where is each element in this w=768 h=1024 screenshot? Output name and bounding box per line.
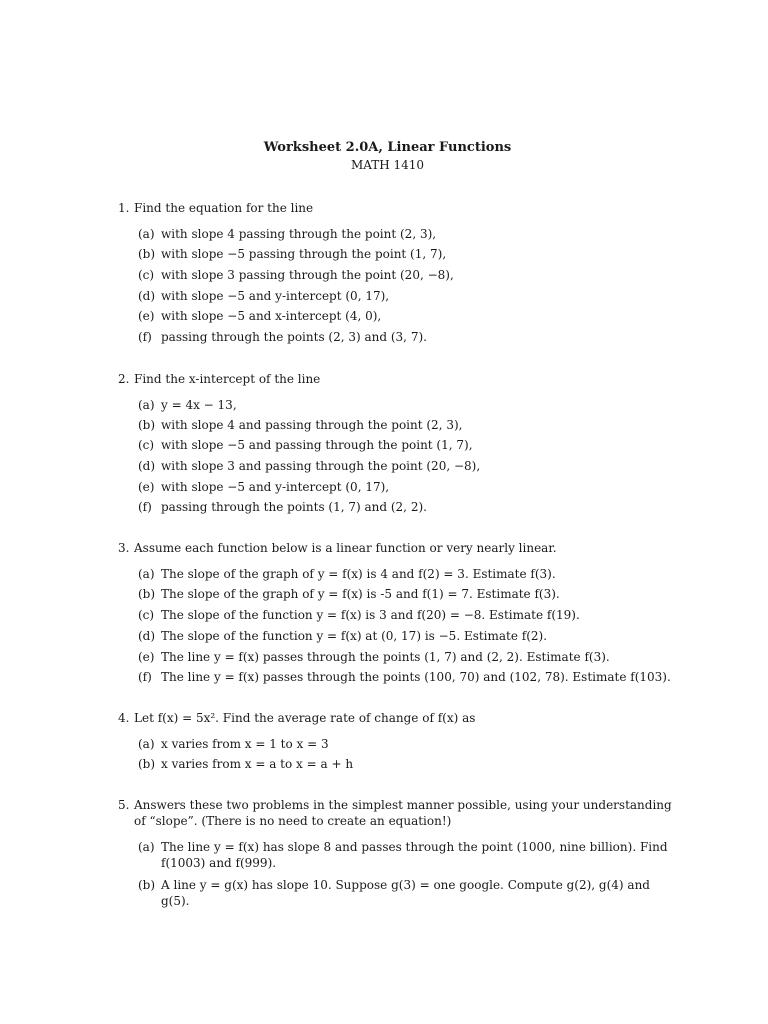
question-2-item-a	[138, 397, 678, 413]
question-4-item-b	[138, 756, 678, 772]
question-number: 2.	[118, 372, 130, 386]
item-label: (a)	[138, 840, 155, 854]
item-text: The line y = f(x) passes through the points (100, 70) and (102, 78). Estimate f(103).	[161, 670, 671, 684]
item-text: The slope of the graph of y = f(x) is 4 and f(2) = 3. Estimate f(3).	[161, 567, 556, 581]
worksheet-title: Worksheet 2.0A, Linear Functions	[263, 140, 512, 155]
question-2-item-e	[138, 479, 678, 495]
question-3-item-c	[138, 607, 678, 623]
item-text: y = 4x − 13,	[161, 398, 237, 412]
question-3-item-d	[138, 628, 678, 644]
question-1-item-d	[138, 288, 678, 304]
question-text: Find the equation for the line	[134, 201, 314, 215]
question-text: Let f(x) = 5x². Find the average rate of change of f(x) as	[134, 711, 476, 725]
question-number: 1.	[118, 201, 130, 215]
item-label: (a)	[138, 737, 155, 751]
item-label: (e)	[138, 480, 155, 494]
item-text: with slope 3 passing through the point (20, −8),	[161, 268, 454, 282]
item-text: with slope −5 and y-intercept (0, 17),	[161, 289, 390, 303]
item-text: The slope of the function y = f(x) at (0, 17) is −5. Estimate f(2).	[161, 629, 548, 643]
question-1	[118, 200, 678, 344]
item-label: (a)	[138, 567, 155, 581]
question-4	[118, 710, 678, 771]
item-label: (c)	[138, 268, 155, 282]
question-3	[118, 540, 678, 684]
question-text: Find the x-intercept of the line	[134, 372, 321, 386]
question-1-item-b	[138, 246, 678, 262]
question-2-item-c	[138, 437, 678, 453]
item-label: (c)	[138, 608, 155, 622]
item-text: x varies from x = a to x = a + h	[161, 757, 354, 771]
question-5	[118, 797, 678, 908]
question-3-item-a	[138, 566, 678, 582]
question-2-item-d	[138, 458, 678, 474]
item-text: with slope 4 and passing through the point (2, 3),	[161, 418, 463, 432]
item-label: (d)	[138, 459, 156, 473]
question-5-item-a	[138, 839, 678, 871]
item-text: The slope of the function y = f(x) is 3 and f(20) = −8. Estimate f(19).	[161, 608, 580, 622]
item-label: (b)	[138, 878, 156, 892]
item-label: (d)	[138, 629, 156, 643]
question-5-item-b	[138, 877, 678, 909]
item-text: passing through the points (1, 7) and (2, 2).	[161, 500, 427, 514]
item-label: (b)	[138, 757, 156, 771]
question-3-item-f	[138, 669, 678, 685]
item-text: with slope −5 and passing through the point (1, 7),	[161, 438, 473, 452]
question-3-item-e	[138, 649, 678, 665]
item-text: The slope of the graph of y = f(x) is -5 and f(1) = 7. Estimate f(3).	[161, 587, 560, 601]
question-1-item-e	[138, 308, 678, 324]
item-label: (d)	[138, 289, 156, 303]
item-label: (e)	[138, 309, 155, 323]
item-label: (b)	[138, 418, 156, 432]
question-2-item-f	[138, 499, 678, 515]
question-1-item-a	[138, 226, 678, 242]
question-number: 4.	[118, 711, 130, 725]
question-2	[118, 371, 678, 514]
item-label: (e)	[138, 650, 155, 664]
question-text: Answers these two problems in the simplest manner possible, using your understanding of “slope”. (There is no need to create an equation!)	[134, 798, 672, 828]
item-text: The line y = f(x) has slope 8 and passes through the point (1000, nine billion). Find f(1003) and f(999).	[161, 840, 668, 870]
item-text: with slope −5 passing through the point (1, 7),	[161, 247, 447, 261]
item-label: (a)	[138, 398, 155, 412]
question-1-item-c	[138, 267, 678, 283]
item-text: The line y = f(x) passes through the points (1, 7) and (2, 2). Estimate f(3).	[161, 650, 610, 664]
item-label: (b)	[138, 587, 156, 601]
item-text: A line y = g(x) has slope 10. Suppose g(3) = one google. Compute g(2), g(4) and g(5).	[161, 878, 650, 908]
item-label: (f)	[138, 670, 152, 684]
item-text: with slope 3 and passing through the point (20, −8),	[161, 459, 481, 473]
item-text: passing through the points (2, 3) and (3, 7).	[161, 330, 427, 344]
item-label: (c)	[138, 438, 155, 452]
item-text: with slope −5 and y-intercept (0, 17),	[161, 480, 390, 494]
item-text: with slope −5 and x-intercept (4, 0),	[161, 309, 382, 323]
question-4-item-a	[138, 736, 678, 752]
item-label: (f)	[138, 330, 152, 344]
item-label: (a)	[138, 227, 155, 241]
question-number: 5.	[118, 798, 130, 812]
item-label: (b)	[138, 247, 156, 261]
course-code: MATH 1410	[350, 158, 425, 172]
question-number: 3.	[118, 541, 130, 555]
item-text: with slope 4 passing through the point (2, 3),	[161, 227, 437, 241]
question-2-item-b	[138, 417, 678, 433]
item-text: x varies from x = 1 to x = 3	[161, 737, 329, 751]
question-1-item-f	[138, 329, 678, 345]
question-text: Assume each function below is a linear function or very nearly linear.	[134, 541, 557, 555]
item-label: (f)	[138, 500, 152, 514]
question-3-item-b	[138, 586, 678, 602]
